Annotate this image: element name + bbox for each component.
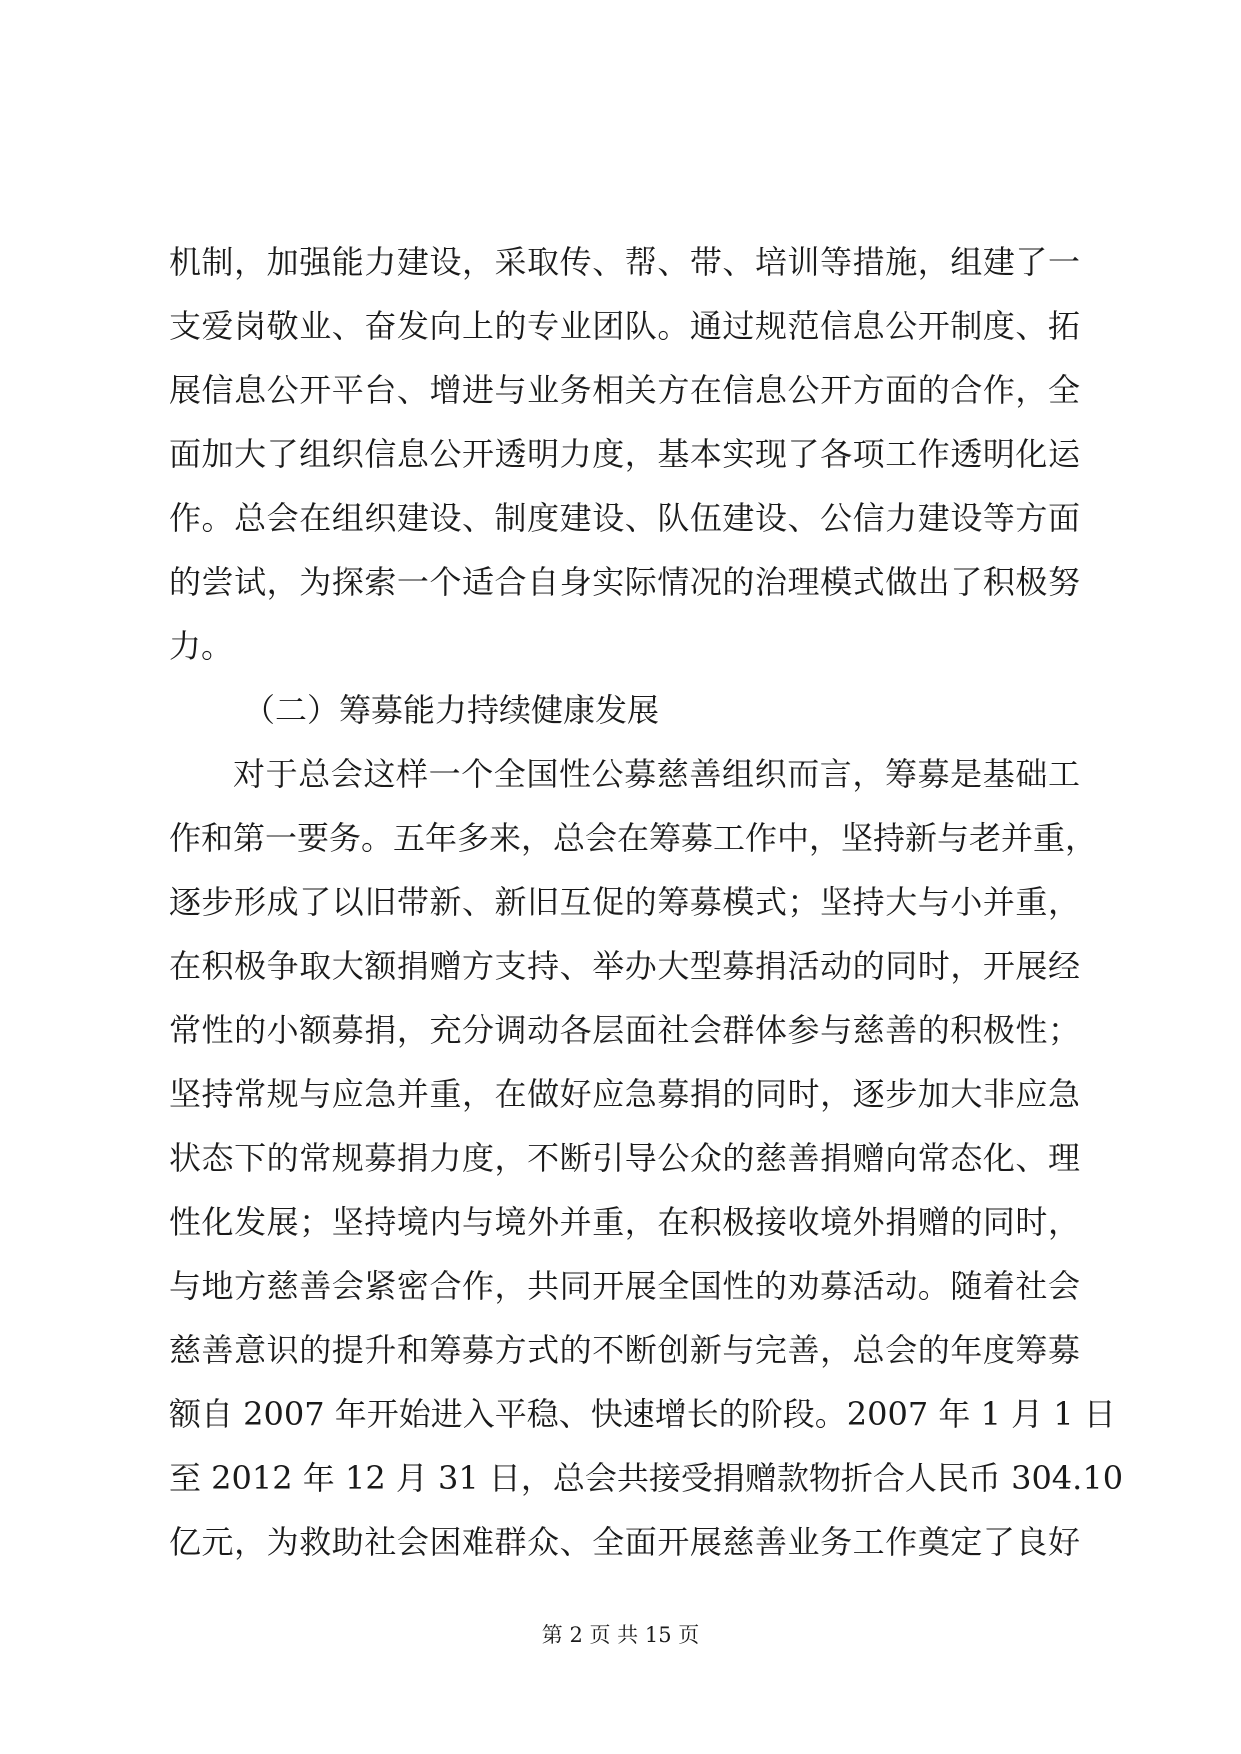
text-line: 坚持常规与应急并重，在做好应急募捐的同时，逐步加大非应急 bbox=[169, 1075, 1080, 1113]
text-line: 慈善意识的提升和筹募方式的不断创新与完善，总会的年度筹募 bbox=[169, 1331, 1080, 1369]
text-line: 机制，加强能力建设，采取传、帮、带、培训等措施，组建了一 bbox=[169, 243, 1080, 281]
body-text bbox=[169, 230, 1124, 1574]
text-line: 常性的小额募捐，充分调动各层面社会群体参与慈善的积极性； bbox=[169, 1011, 1080, 1049]
text-line: 亿元，为救助社会困难群众、全面开展慈善业务工作奠定了良好 bbox=[169, 1523, 1080, 1561]
text-line: 力。 bbox=[169, 627, 234, 665]
page-number-label: 第 2 页 共 15 页 bbox=[541, 1623, 700, 1647]
text-line: 状态下的常规募捐力度，不断引导公众的慈善捐赠向常态化、理 bbox=[169, 1139, 1080, 1177]
text-line: 展信息公开平台、增进与业务相关方在信息公开方面的合作，全 bbox=[169, 371, 1080, 409]
text-line: 额自 2007 年开始进入平稳、快速增长的阶段。2007 年 1 月 1 日 bbox=[169, 1395, 1116, 1433]
text-line: 与地方慈善会紧密合作，共同开展全国性的劝募活动。随着社会 bbox=[169, 1267, 1080, 1305]
text-line: 逐步形成了以旧带新、新旧互促的筹募模式；坚持大与小并重， bbox=[169, 883, 1080, 921]
text-line: 作。总会在组织建设、制度建设、队伍建设、公信力建设等方面 bbox=[169, 499, 1080, 537]
section-heading: （二）筹募能力持续健康发展 bbox=[243, 691, 660, 729]
text-line: 作和第一要务。五年多来，总会在筹募工作中，坚持新与老并重， bbox=[169, 819, 1098, 857]
text-line: 对于总会这样一个全国性公募慈善组织而言，筹募是基础工 bbox=[233, 755, 1080, 793]
text-line: 支爱岗敬业、奋发向上的专业团队。通过规范信息公开制度、拓 bbox=[169, 307, 1080, 345]
text-line: 面加大了组织信息公开透明力度，基本实现了各项工作透明化运 bbox=[169, 435, 1080, 473]
page-footer bbox=[0, 1620, 1241, 1650]
text-line: 至 2012 年 12 月 31 日，总会共接受捐赠款物折合人民币 304.10 bbox=[169, 1459, 1124, 1497]
text-line: 的尝试，为探索一个适合自身实际情况的治理模式做出了积极努 bbox=[169, 563, 1080, 601]
text-line: 性化发展；坚持境内与境外并重，在积极接收境外捐赠的同时， bbox=[169, 1203, 1080, 1241]
text-line: 在积极争取大额捐赠方支持、举办大型募捐活动的同时，开展经 bbox=[169, 947, 1080, 985]
